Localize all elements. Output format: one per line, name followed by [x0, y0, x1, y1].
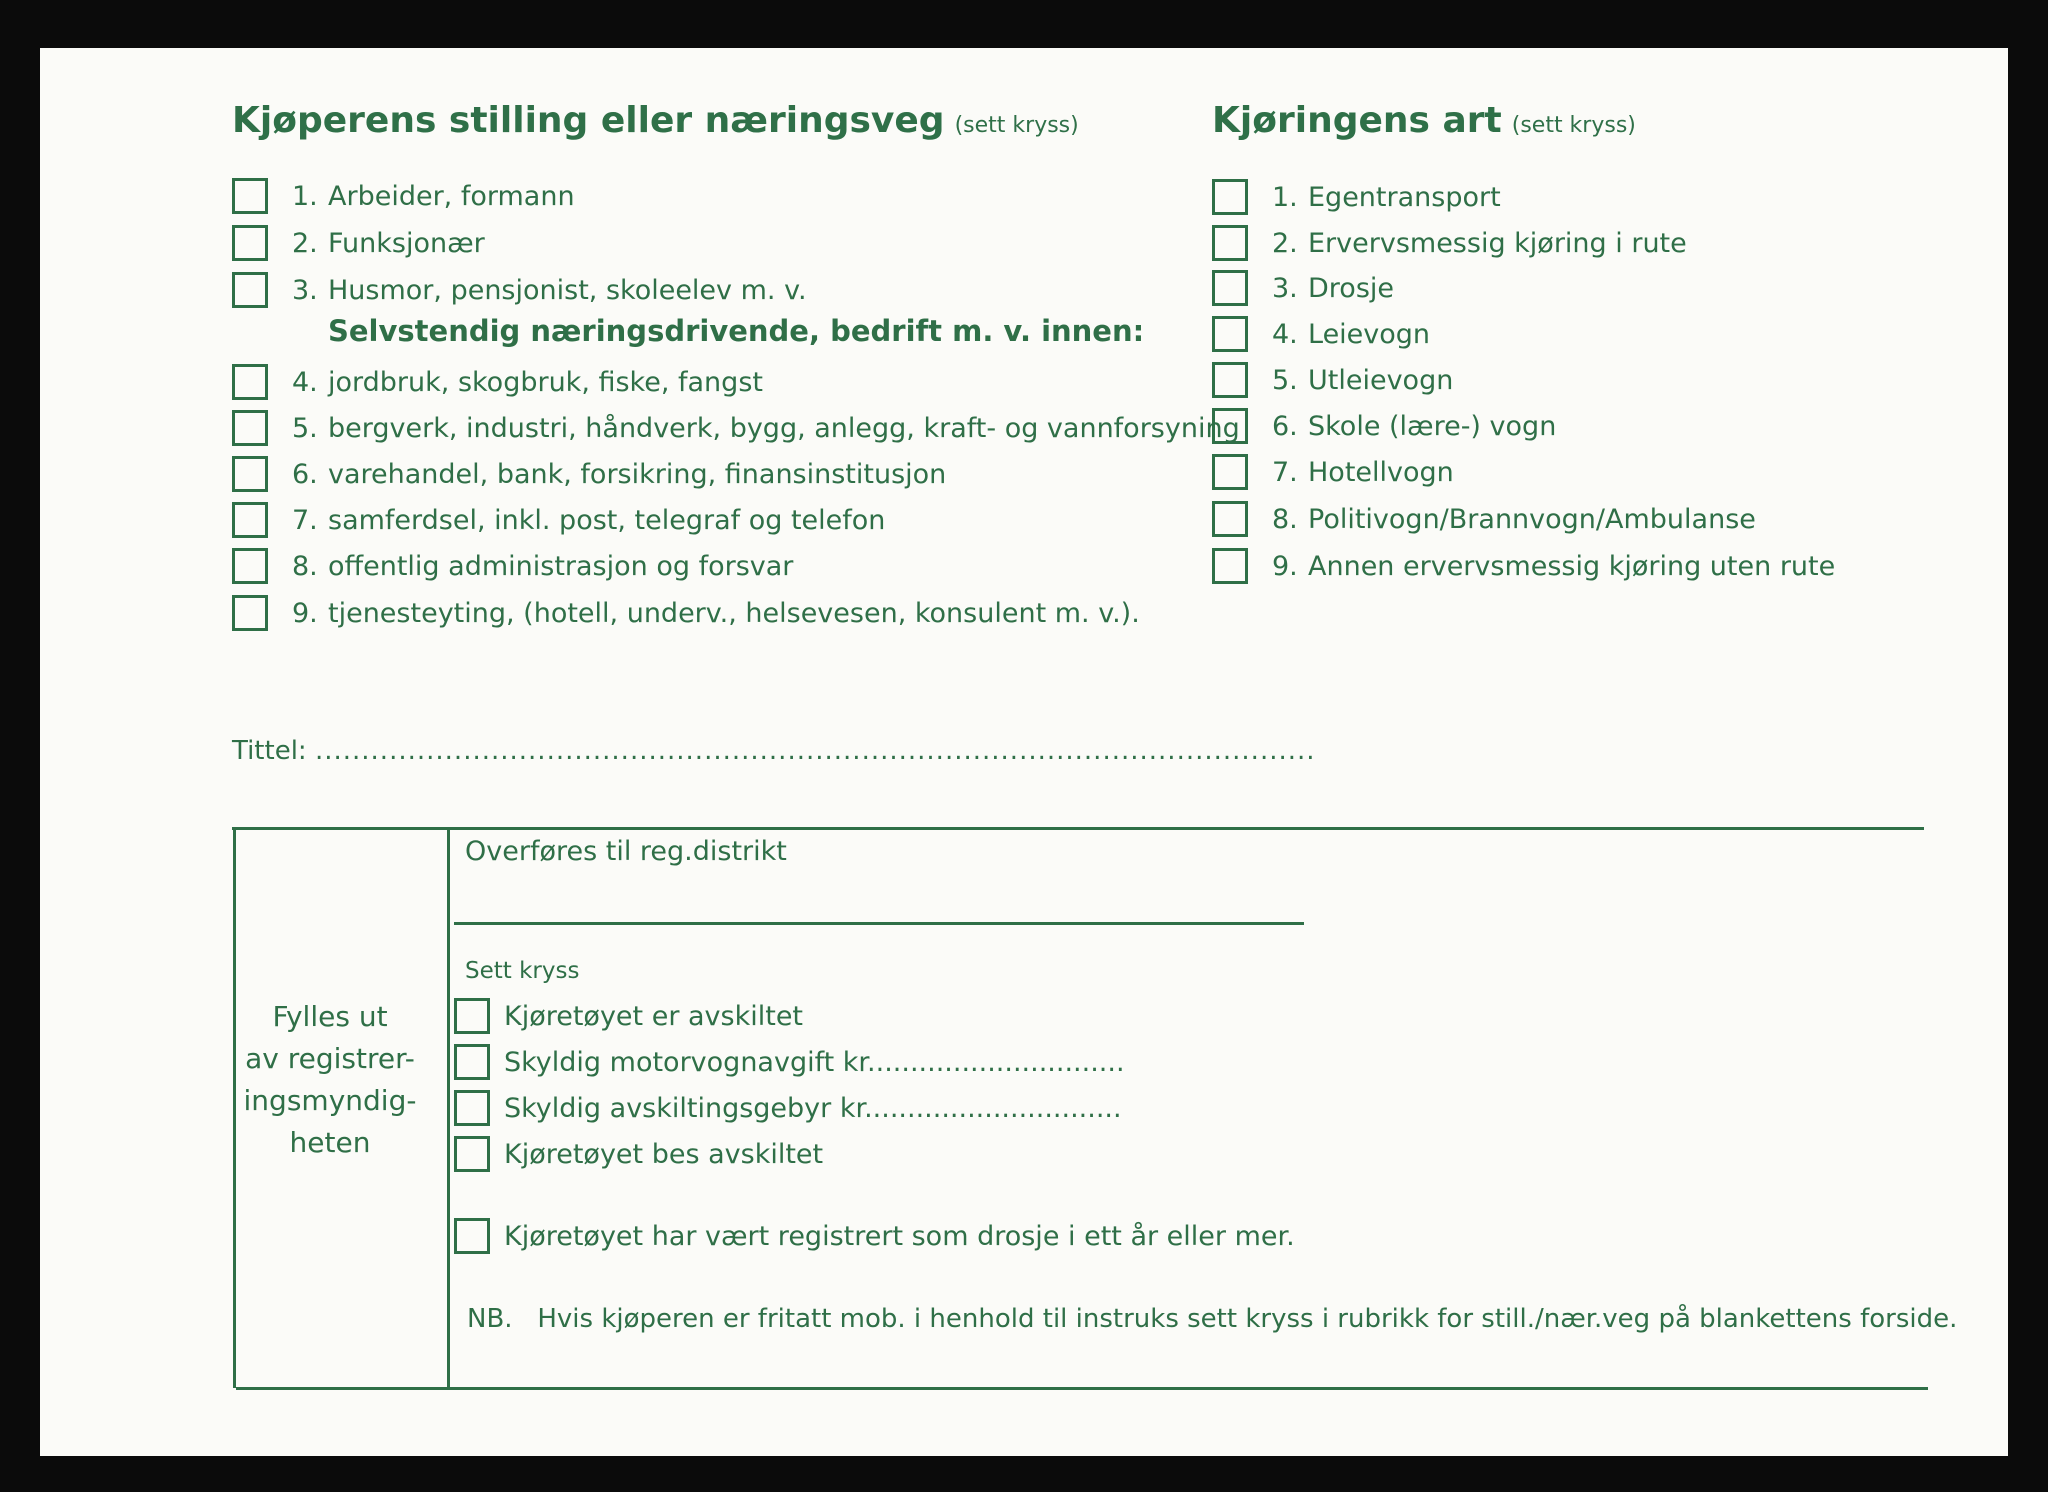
right-item-2: [1212, 223, 1687, 263]
right-item-label: Annen ervervsmessig kjøring uten rute: [1308, 550, 1836, 582]
left-item-1: [232, 176, 575, 216]
checkbox-right-7[interactable]: [1212, 454, 1248, 490]
left-item-label: jordbruk, skogbruk, fiske, fangst: [328, 366, 763, 398]
checkbox-left-3[interactable]: [232, 272, 268, 308]
check-drosje: [454, 1218, 1295, 1254]
left-item-6: [232, 454, 946, 494]
check-label: Skyldig motorvognavgift kr..............................: [504, 1046, 1125, 1078]
left-item-label: varehandel, bank, forsikring, finansinstitusjon: [328, 458, 947, 490]
right-item-label: Skole (lære-) vogn: [1308, 410, 1557, 442]
checkbox-drosje[interactable]: [454, 1218, 490, 1254]
right-item-num: 6.: [1272, 410, 1298, 442]
side-label-line: ingsmyndig-: [243, 1084, 417, 1117]
tittel-label: Tittel:: [232, 736, 307, 766]
checkbox-left-5[interactable]: [232, 410, 268, 446]
transfer-label: Overføres til reg.distrikt: [465, 836, 787, 867]
left-item-num: 8.: [292, 550, 318, 582]
right-item-label: Egentransport: [1308, 181, 1501, 213]
left-item-num: 5.: [292, 412, 318, 444]
left-item-3: [232, 270, 807, 310]
checkbox-left-8[interactable]: [232, 548, 268, 584]
left-item-8: [232, 546, 793, 586]
left-title-text: Kjøperens stilling eller næringsveg: [232, 100, 945, 141]
registry-side-label: [235, 996, 425, 1164]
right-item-label: Hotellvogn: [1308, 456, 1454, 488]
right-item-6: [1212, 406, 1556, 446]
side-label-line: heten: [289, 1126, 371, 1159]
left-item-label: bergverk, industri, håndverk, bygg, anlegg, kraft- og vannforsyning: [328, 412, 1240, 444]
right-item-1: [1212, 177, 1501, 217]
checkbox-right-2[interactable]: [1212, 225, 1248, 261]
sett-kryss-label: Sett kryss: [465, 958, 580, 984]
checkbox-left-4[interactable]: [232, 364, 268, 400]
right-item-num: 7.: [1272, 456, 1298, 488]
checkbox-right-6[interactable]: [1212, 408, 1248, 444]
right-item-num: 9.: [1272, 550, 1298, 582]
checkbox-left-7[interactable]: [232, 502, 268, 538]
check-bes-avskiltet: [454, 1136, 823, 1172]
left-item-num: 2.: [292, 227, 318, 259]
right-item-9: [1212, 546, 1835, 586]
registry-bottom-border: [236, 1387, 1928, 1390]
right-item-5: [1212, 360, 1453, 400]
left-title-hint: (sett kryss): [954, 113, 1079, 138]
left-item-7: [232, 500, 885, 540]
check-motorvognavgift: [454, 1044, 1125, 1080]
checkbox-right-9[interactable]: [1212, 548, 1248, 584]
left-item-label: tjenesteyting, (hotell, underv., helsevesen, konsulent m. v.).: [328, 597, 1140, 629]
checkbox-right-1[interactable]: [1212, 179, 1248, 215]
right-item-4: [1212, 314, 1430, 354]
side-label-line: av registrer-: [245, 1042, 415, 1075]
checkbox-left-6[interactable]: [232, 456, 268, 492]
left-item-num: 7.: [292, 504, 318, 536]
tittel-dots: ............................................................................................................: [314, 736, 1316, 766]
left-item-5: [232, 408, 1240, 448]
left-item-9: [232, 593, 1140, 633]
right-item-num: 1.: [1272, 181, 1298, 213]
left-item-num: 1.: [292, 180, 318, 212]
checkbox-right-8[interactable]: [1212, 501, 1248, 537]
right-item-num: 8.: [1272, 503, 1298, 535]
right-item-num: 3.: [1272, 272, 1298, 304]
right-item-label: Utleievogn: [1308, 364, 1454, 396]
right-item-label: Drosje: [1308, 272, 1394, 304]
check-label: Skyldig avskiltingsgebyr kr..............................: [504, 1092, 1122, 1124]
registry-divider: [447, 828, 450, 1388]
right-item-7: [1212, 452, 1454, 492]
right-section-title: [1212, 100, 1636, 141]
left-subhead: Selvstendig næringsdrivende, bedrift m. v. innen:: [328, 314, 1145, 348]
right-item-3: [1212, 268, 1394, 308]
right-title-hint: (sett kryss): [1511, 113, 1636, 138]
left-item-label: samferdsel, inkl. post, telegraf og telefon: [328, 504, 886, 536]
left-item-num: 9.: [292, 597, 318, 629]
check-label: Kjøretøyet bes avskiltet: [504, 1138, 824, 1170]
left-item-label: Husmor, pensjonist, skoleelev m. v.: [328, 274, 807, 306]
left-item-label: Arbeider, formann: [328, 180, 575, 212]
side-label-line: Fylles ut: [272, 1000, 388, 1033]
check-avskiltingsgebyr: [454, 1090, 1122, 1126]
left-item-num: 6.: [292, 458, 318, 490]
checkbox-motorvognavgift[interactable]: [454, 1044, 490, 1080]
registry-top-border: [232, 827, 1924, 830]
checkbox-left-2[interactable]: [232, 225, 268, 261]
left-item-label: Funksjonær: [328, 227, 485, 259]
checkbox-left-9[interactable]: [232, 595, 268, 631]
right-item-label: Politivogn/Brannvogn/Ambulanse: [1308, 503, 1756, 535]
right-title-text: Kjøringens art: [1212, 100, 1502, 141]
checkbox-avskiltet[interactable]: [454, 998, 490, 1034]
checkbox-bes-avskiltet[interactable]: [454, 1136, 490, 1172]
left-item-num: 3.: [292, 274, 318, 306]
right-item-label: Leievogn: [1308, 318, 1431, 350]
tittel-field[interactable]: [232, 736, 1316, 766]
checkbox-right-4[interactable]: [1212, 316, 1248, 352]
right-item-num: 2.: [1272, 227, 1298, 259]
checkbox-right-5[interactable]: [1212, 362, 1248, 398]
checkbox-right-3[interactable]: [1212, 270, 1248, 306]
right-item-num: 5.: [1272, 364, 1298, 396]
check-avskiltet: [454, 998, 803, 1034]
checkbox-avskiltingsgebyr[interactable]: [454, 1090, 490, 1126]
left-item-num: 4.: [292, 366, 318, 398]
right-item-num: 4.: [1272, 318, 1298, 350]
right-item-8: [1212, 499, 1756, 539]
left-item-4: [232, 362, 763, 402]
left-item-label: offentlig administrasjon og forsvar: [328, 550, 794, 582]
left-section-title: [232, 100, 1079, 141]
left-item-2: [232, 223, 485, 263]
check-label: Kjøretøyet har vært registrert som drosje i ett år eller mer.: [504, 1220, 1295, 1252]
form-card: [40, 48, 2008, 1456]
transfer-field-line[interactable]: [454, 922, 1304, 925]
check-label: Kjøretøyet er avskiltet: [504, 1000, 804, 1032]
nb-note: NB. Hvis kjøperen er fritatt mob. i henhold til instruks sett kryss i rubrikk for still./nær.veg på blankettens forside.: [467, 1304, 1958, 1334]
checkbox-left-1[interactable]: [232, 178, 268, 214]
right-item-label: Ervervsmessig kjøring i rute: [1308, 227, 1687, 259]
